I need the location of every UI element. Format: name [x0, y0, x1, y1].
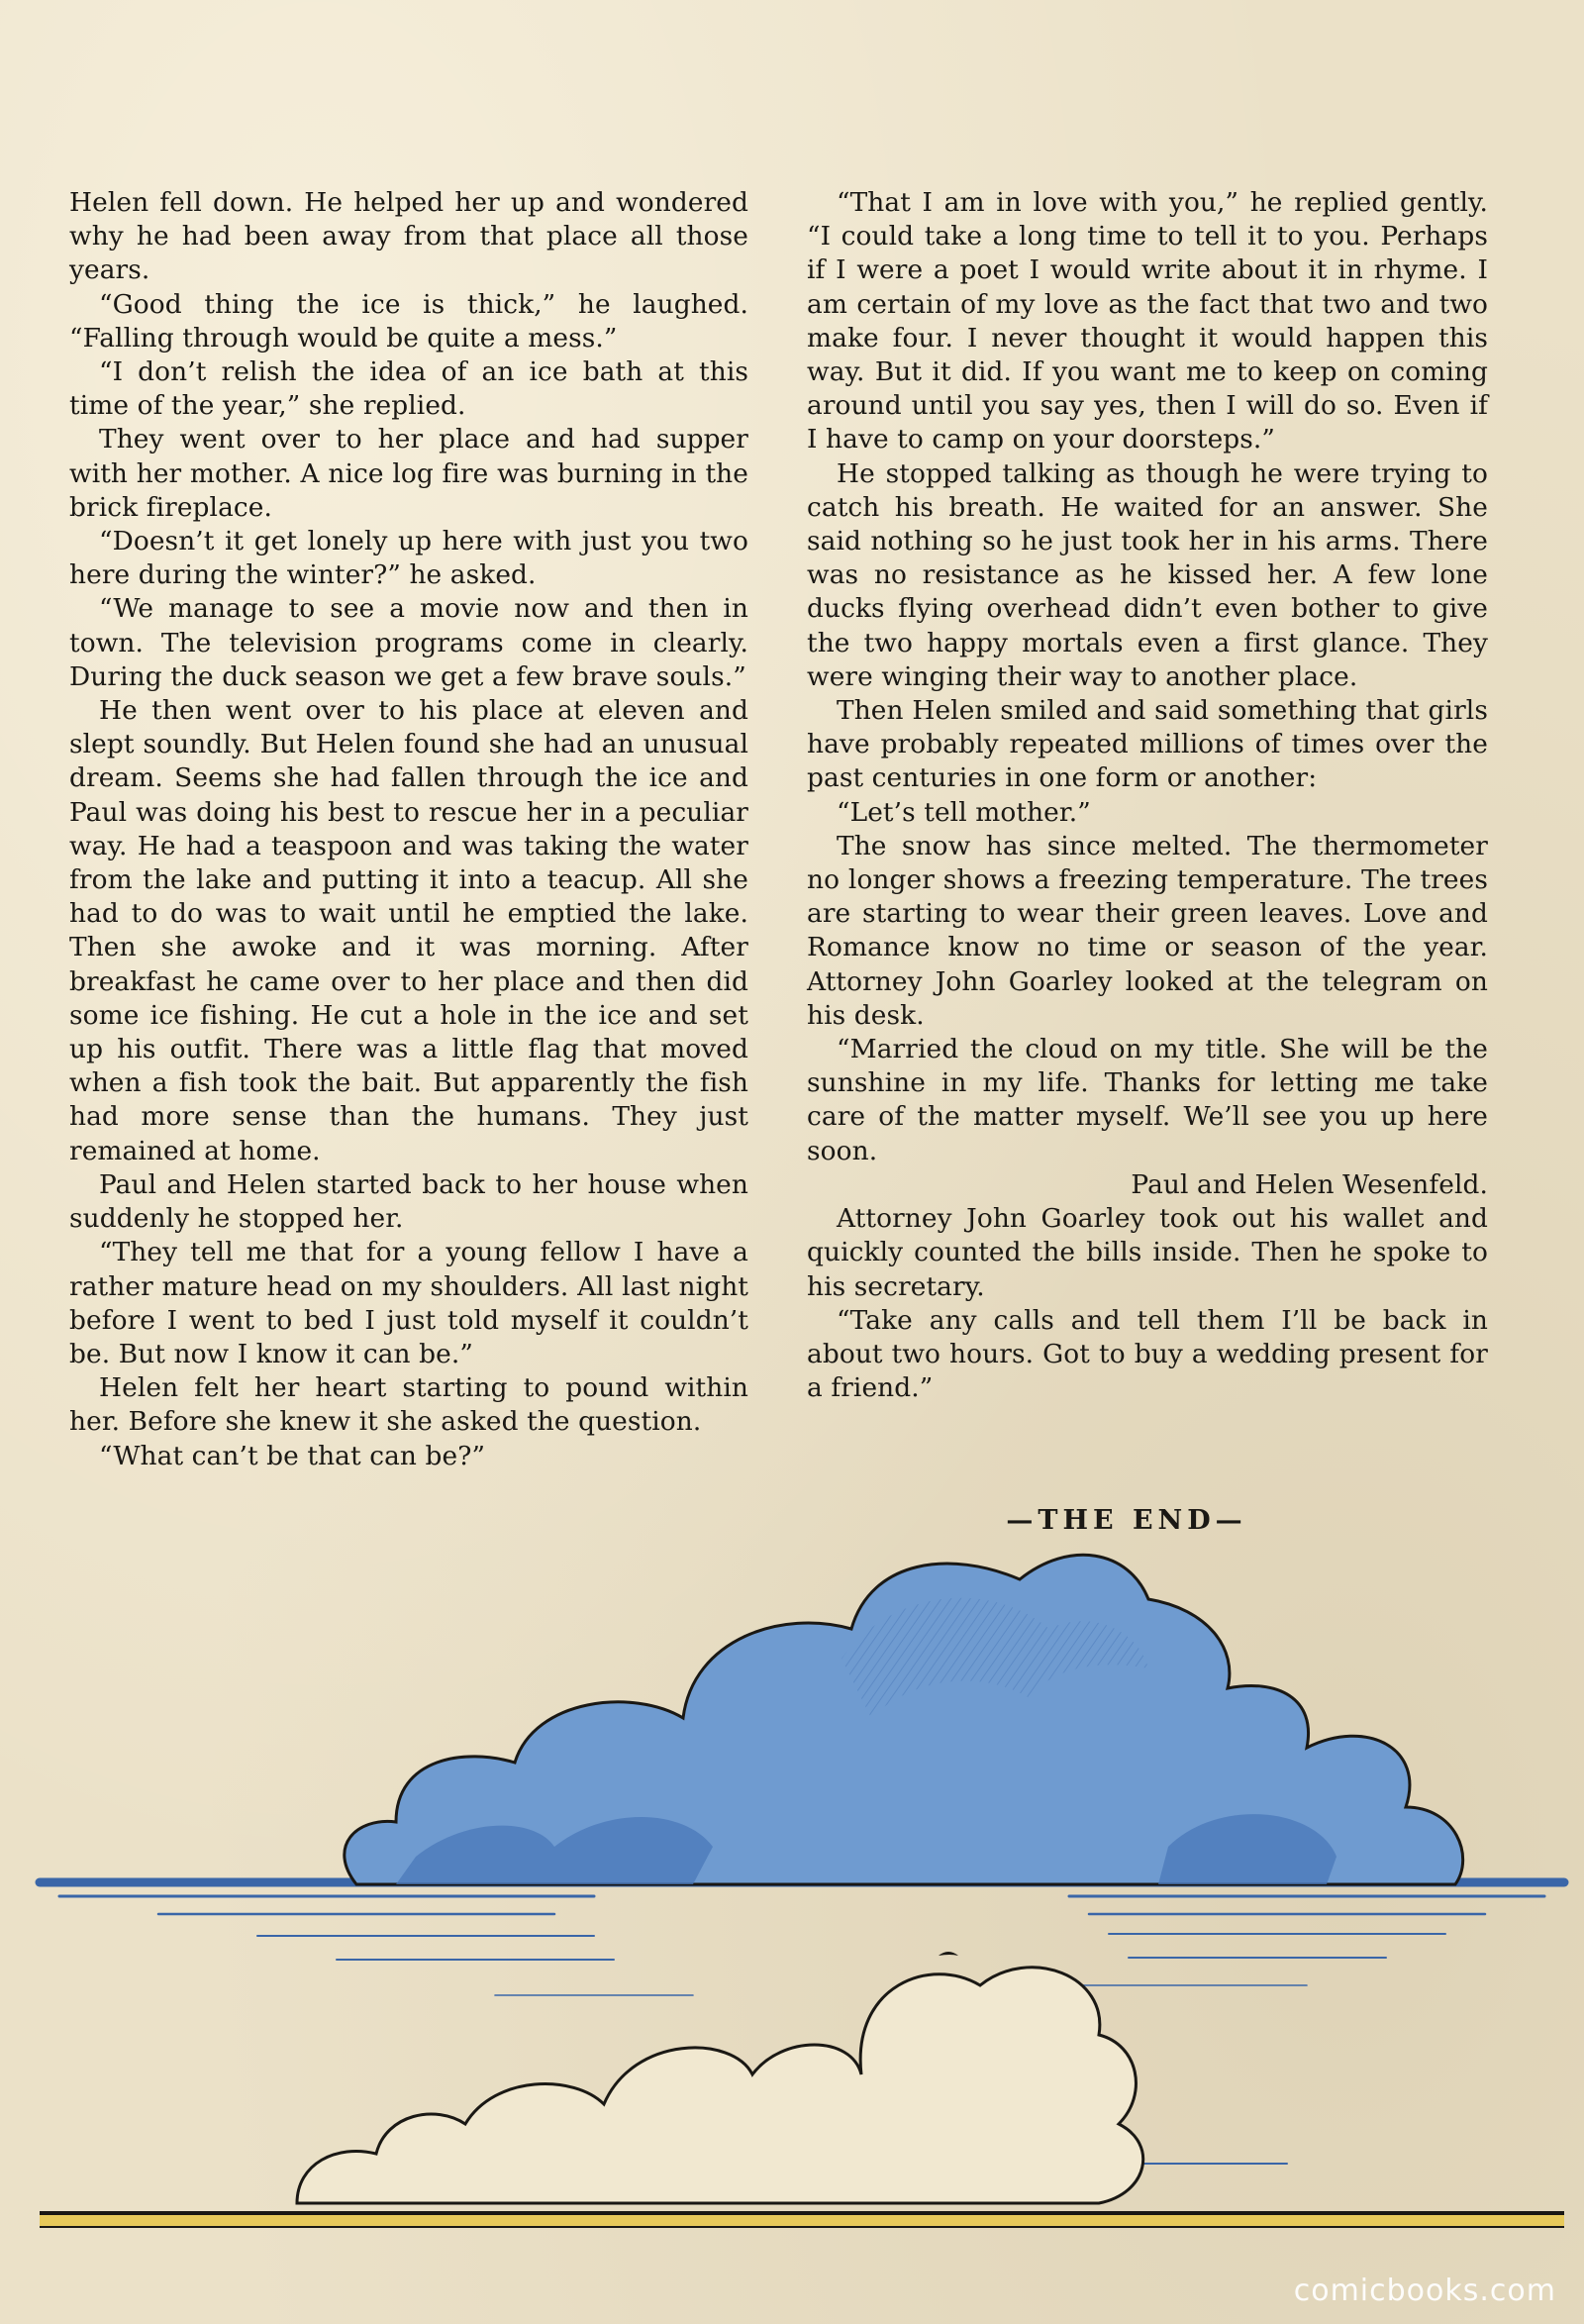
- paragraph: He then went over to his place at eleven and slept soundly. But Helen found she had an unusual dream. Seems she had fallen through the ice and Paul was doing his best to rescue her in a peculiar way. He had a teaspoon and was taking the water from the lake and putting it into a teacup. All she had to do was to wait until he emptied the lake. Then she awoke and it was morning. After breakfast he came over to her place and then did some ice fishing. He cut a hole in the ice and set up his outfit. There was a little flag that moved when a fish took the bait. But apparently the fish had more sense than the humans. They just remained at home.: [69, 695, 748, 1166]
- paragraph: “Doesn’t it get lonely up here with just you two here during the winter?” he asked.: [69, 526, 748, 591]
- paragraph: “Good thing the ice is thick,” he laughed. “Falling through would be quite a mess.”: [69, 288, 748, 354]
- paragraph: “Take any calls and tell them I’ll be back in about two hours. Got to buy a wedding present for a friend.”: [807, 1304, 1488, 1404]
- story-column-left: [69, 186, 748, 1473]
- story-column-right: [807, 186, 1488, 1405]
- paragraph: “Married the cloud on my title. She will be the sunshine in my life. Thanks for letting me take care of the matter myself. We’ll see you up here soon.: [807, 1034, 1488, 1166]
- paragraph: “That I am in love with you,” he replied gently. “I could take a long time to tell it to you. Perhaps if I were a poet I would write about it in rhyme. I am certain of my love as the fact that two and two make four. I never thought it would happen this way. But it did. If you want me to keep on coming around until you say yes, then I will do so. Even if I have to camp on your doorsteps.”: [807, 187, 1488, 455]
- paragraph: They went over to her place and had supper with her mother. A nice log fire was burning in the brick fireplace.: [69, 424, 748, 523]
- watermark: comicbooks.com: [1293, 2273, 1556, 2308]
- paragraph: Attorney John Goarley took out his wallet and quickly counted the bills inside. Then he spoke to his secretary.: [807, 1203, 1488, 1302]
- paragraph: The snow has since melted. The thermometer no longer shows a freezing temperature. The trees are starting to wear their green leaves. Love and Romance know no time or season of the year. Attorney John Goarley looked at the telegram on his desk.: [807, 830, 1488, 1031]
- the-end-label: —THE END—: [1006, 1505, 1247, 1536]
- paragraph: “Let’s tell mother.”: [837, 796, 1091, 828]
- paragraph: “I don’t relish the idea of an ice bath at this time of the year,” she replied.: [69, 356, 748, 422]
- paragraph: Helen felt her heart starting to pound within her. Before she knew it she asked the question.: [69, 1372, 748, 1438]
- paragraph: “What can’t be that can be?”: [99, 1440, 486, 1471]
- paragraph: “We manage to see a movie now and then in town. The television programs come in clearly. During the duck season we get a few brave souls.”: [69, 593, 748, 692]
- bird-icon: [939, 1952, 958, 1956]
- paragraph: Helen fell down. He helped her up and wondered why he had been away from that place all those years.: [69, 187, 748, 286]
- paragraph: Paul and Helen started back to her house when suddenly he stopped her.: [69, 1168, 748, 1235]
- paragraph: Then Helen smiled and said something that girls have probably repeated millions of times over the past centuries in one form or another:: [807, 695, 1488, 794]
- paragraph: “They tell me that for a young fellow I have a rather mature head on my shoulders. All last night before I went to bed I just told myself it couldn’t be. But now I know it can be.”: [69, 1237, 748, 1369]
- cloud-illustration: [0, 1520, 1584, 2273]
- horizon-band: [40, 2213, 1564, 2227]
- foreground-cloud: [297, 1968, 1143, 2203]
- telegram-signature: Paul and Helen Wesenfeld.: [1131, 1168, 1488, 1200]
- paragraph: He stopped talking as though he were trying to catch his breath. He waited for an answer. She said nothing so he just took her in his arms. There was no resistance as he kissed her. A few lone ducks flying overhead didn’t even bother to give the two happy mortals even a first glance. They were winging their way to another place.: [807, 457, 1488, 692]
